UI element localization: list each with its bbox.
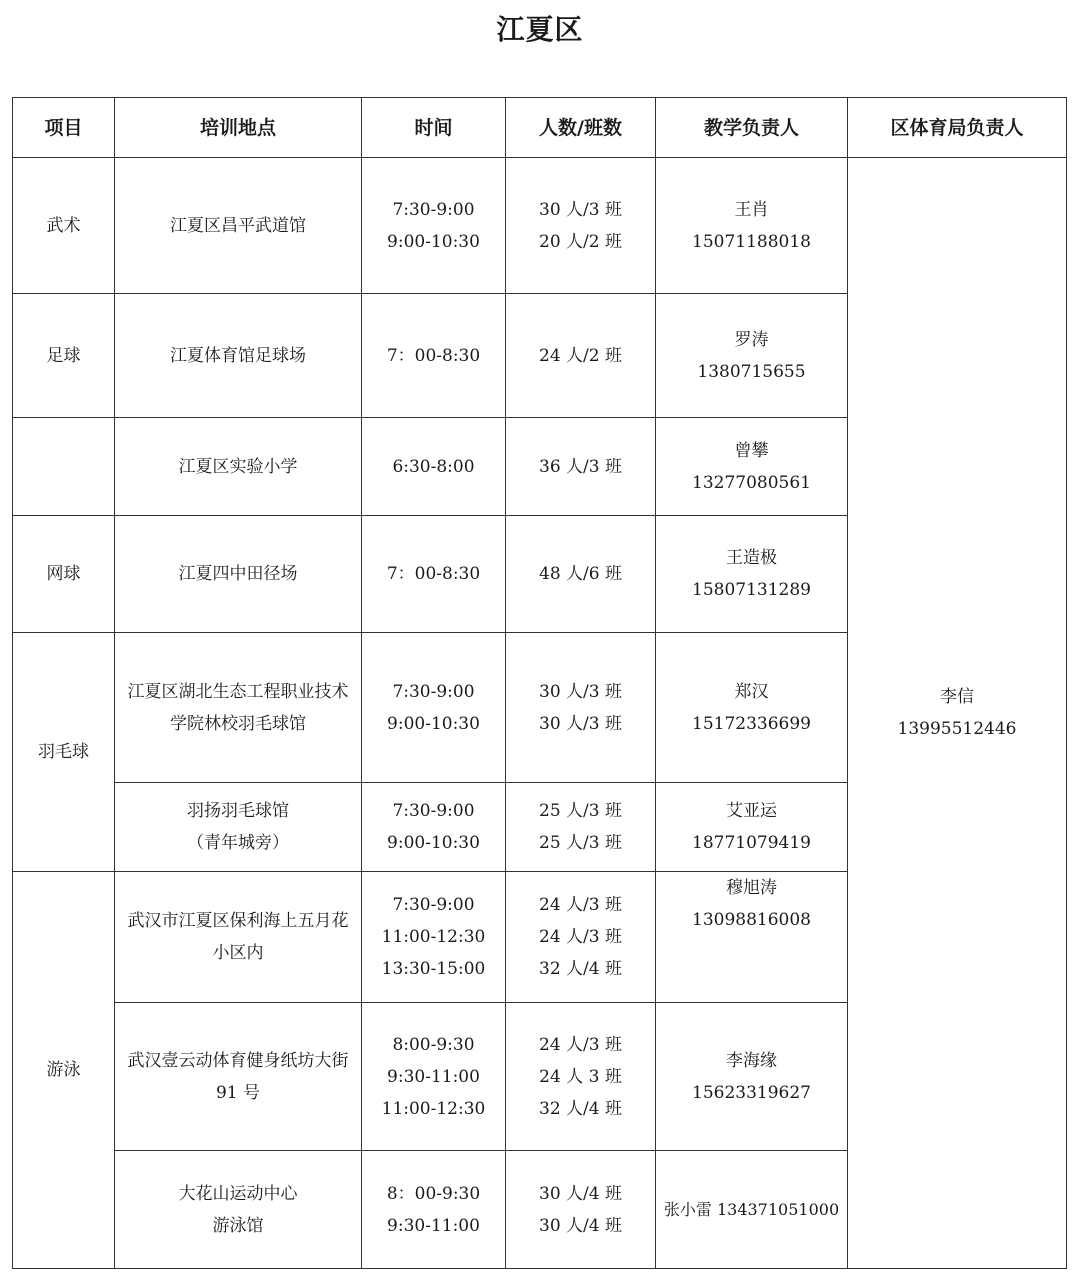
time-text: 11:00-12:30 (381, 1098, 486, 1119)
time-text: 9:00-10:30 (387, 713, 480, 734)
lead-cell (656, 294, 848, 418)
time-text: 9:00-10:30 (387, 833, 480, 853)
header-cell-sport: 项目 (13, 98, 115, 158)
lead-cell (656, 872, 848, 1003)
sport-cell-wushu: 武术 (13, 158, 115, 294)
count-cell (506, 1003, 656, 1151)
location-text: （青年城旁） (187, 833, 289, 853)
count-cell (506, 294, 656, 418)
schedule-table (12, 97, 1067, 1269)
location-cell (115, 158, 362, 294)
count-text: 32 人/4 班 (539, 1098, 622, 1119)
count-text: 30 人/4 班 (539, 1183, 622, 1204)
time-text: 9:30-11:00 (387, 1066, 480, 1087)
table-row (13, 158, 1067, 294)
count-text: 24 人 3 班 (539, 1066, 622, 1087)
page-title: 江夏区 (496, 13, 584, 46)
header-cell-count: 人数/班数 (506, 98, 656, 158)
count-text: 25 人/3 班 (539, 801, 622, 821)
location-text: 江夏四中田径场 (178, 564, 298, 584)
lead-phone: 15172336699 (692, 713, 811, 734)
count-text: 24 人/3 班 (539, 927, 622, 947)
count-text: 36 人/3 班 (539, 456, 622, 477)
time-text: 7:30-9:00 (392, 199, 475, 220)
location-text: 江夏区实验小学 (178, 456, 298, 477)
count-cell (506, 158, 656, 294)
location-text: 江夏体育馆足球场 (170, 345, 306, 366)
count-cell (506, 633, 656, 783)
time-cell (362, 783, 506, 872)
time-text: 7:30-9:00 (392, 681, 475, 702)
lead-phone: 13098816008 (692, 910, 811, 930)
lead-cell (656, 1003, 848, 1151)
lead-phone: 15623319627 (692, 1082, 811, 1103)
lead-cell (656, 418, 848, 516)
time-text: 7：00-8:30 (386, 564, 481, 584)
time-text: 6:30-8:00 (392, 456, 475, 477)
lead-phone: 13277080561 (692, 472, 811, 493)
lead-cell (656, 516, 848, 633)
count-text: 24 人/2 班 (539, 345, 622, 366)
header-cell-location: 培训地点 (115, 98, 362, 158)
lead-name: 李海缘 (726, 1050, 777, 1071)
lead-text: 张小雷 134371051000 (663, 1199, 840, 1219)
lead-name: 郑汉 (734, 681, 769, 702)
time-cell (362, 633, 506, 783)
sport-cell-badminton: 羽毛球 (13, 633, 115, 872)
sport-cell-tennis: 网球 (13, 516, 115, 633)
location-text: 武汉市江夏区保利海上五月花小区内 (127, 911, 349, 963)
location-cell (115, 783, 362, 872)
count-text: 32 人/4 班 (539, 959, 622, 979)
time-text: 8:00-9:30 (392, 1034, 475, 1055)
time-cell (362, 872, 506, 1003)
count-text: 24 人/3 班 (539, 895, 622, 915)
header-cell-time: 时间 (362, 98, 506, 158)
time-cell (362, 418, 506, 516)
count-text: 30 人/4 班 (539, 1215, 622, 1236)
time-text: 7:30-9:00 (392, 801, 475, 821)
location-cell (115, 516, 362, 633)
count-text: 24 人/3 班 (539, 1034, 622, 1055)
count-text: 30 人/3 班 (539, 713, 622, 734)
count-cell (506, 516, 656, 633)
time-text: 8：00-9:30 (386, 1183, 481, 1204)
lead-name: 罗涛 (734, 329, 769, 350)
count-text: 20 人/2 班 (539, 231, 622, 252)
location-text: 游泳馆 (212, 1215, 264, 1236)
location-text: 武汉壹云动体育健身纸坊大街 91 号 (127, 1050, 349, 1103)
time-text: 11:00-12:30 (381, 927, 486, 947)
location-text: 江夏区昌平武道馆 (170, 215, 306, 236)
time-text: 7:30-9:00 (392, 895, 475, 915)
lead-name: 王肖 (734, 199, 769, 220)
location-text: 羽扬羽毛球馆 (187, 801, 289, 821)
lead-cell (656, 633, 848, 783)
count-text: 30 人/3 班 (539, 199, 622, 220)
time-text: 13:30-15:00 (381, 959, 486, 979)
location-text: 江夏区湖北生态工程职业技术学院林校羽毛球馆 (127, 681, 349, 734)
location-cell (115, 418, 362, 516)
count-cell (506, 783, 656, 872)
location-cell (115, 872, 362, 1003)
lead-phone: 1380715655 (697, 361, 806, 382)
time-text: 9:30-11:00 (387, 1215, 480, 1236)
district-lead-phone: 13995512446 (897, 719, 1017, 739)
count-text: 30 人/3 班 (539, 681, 622, 702)
location-cell (115, 1003, 362, 1151)
lead-phone: 15807131289 (692, 580, 811, 600)
time-cell (362, 1151, 506, 1269)
lead-name: 艾亚运 (726, 801, 777, 821)
lead-name: 曾攀 (734, 440, 769, 461)
time-cell (362, 516, 506, 633)
location-text: 大花山运动中心 (178, 1183, 298, 1204)
location-cell (115, 633, 362, 783)
lead-cell (656, 783, 848, 872)
district-lead-name: 李信 (940, 687, 974, 707)
header-cell-district-lead: 区体育局负责人 (848, 98, 1067, 158)
location-cell (115, 294, 362, 418)
header-row (13, 98, 1067, 158)
lead-phone: 18771079419 (692, 833, 811, 853)
sport-cell-empty (13, 418, 115, 516)
lead-name: 穆旭涛 (726, 878, 777, 898)
lead-name: 王造极 (726, 548, 777, 568)
location-cell (115, 1151, 362, 1269)
time-cell (362, 294, 506, 418)
district-lead-cell (848, 158, 1067, 1269)
lead-cell (656, 1151, 848, 1269)
header-cell-teaching-lead: 教学负责人 (656, 98, 848, 158)
count-cell (506, 872, 656, 1003)
count-text: 48 人/6 班 (539, 564, 622, 584)
count-cell (506, 418, 656, 516)
time-text: 7：00-8:30 (386, 345, 481, 366)
time-text: 9:00-10:30 (387, 231, 480, 252)
sport-cell-swimming: 游泳 (13, 872, 115, 1269)
count-text: 25 人/3 班 (539, 833, 622, 853)
count-cell (506, 1151, 656, 1269)
sport-cell-football: 足球 (13, 294, 115, 418)
lead-cell (656, 158, 848, 294)
time-cell (362, 1003, 506, 1151)
lead-phone: 15071188018 (692, 231, 811, 252)
time-cell (362, 158, 506, 294)
